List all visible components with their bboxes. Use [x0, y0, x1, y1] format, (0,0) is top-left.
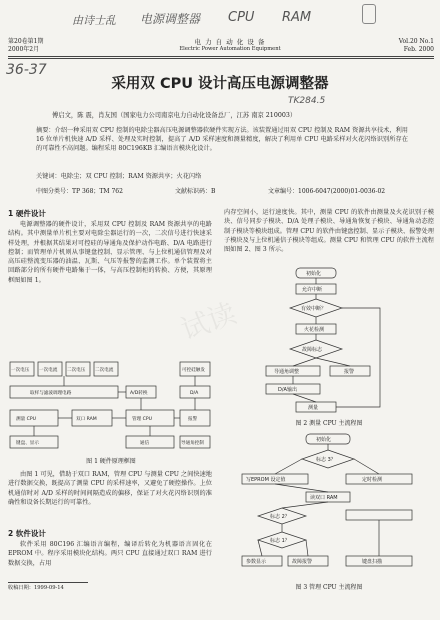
fig1-label: 导通角控制 — [181, 441, 204, 446]
manage-cpu-flowchart — [236, 432, 426, 582]
handwritten-note: TK284.5 — [288, 96, 326, 106]
clc-number: 中图分类号：TP 368；TM 762 — [36, 188, 123, 195]
fig1-label: 测量 CPU — [16, 417, 36, 422]
fig1-label: 管理 CPU — [132, 417, 152, 422]
handwritten-note: 由诗士乱 — [72, 14, 116, 27]
doc-code: 文献标识码：B — [175, 188, 216, 195]
received-date: 收稿日期：1999-09-14 — [8, 585, 64, 591]
flow-label: 标志 3？ — [316, 457, 336, 463]
article-authors: 傅启文，陈 震，肖友国（国家电力公司南京电力自动化设备总厂，江苏 南京 210003） — [52, 112, 297, 119]
watermark: 试读 — [176, 296, 241, 347]
flow-label: D/A输出 — [278, 387, 297, 393]
fig1-label: 取样与滤波调理电路 — [30, 391, 72, 396]
flow-label: 报警 — [344, 369, 355, 375]
fig1-label: 一次电压 — [11, 368, 30, 373]
body-paragraph: 内存空间小，运行速度快。其中，测量 CPU 的软件由测量及火花识别子模块、信号同步子模块、D/A 处理子模块、导通角恢复子模块、导通角动态控制子模块等模块组成。管理 CPU 的软件由键盘控制、显示子模块、报警处理子模块及与上位机通信子模块等组成。测量 CPU 和管理 CPU 的软件主流程图如图 2、图 3 所示。 — [224, 209, 434, 254]
body-paragraph: 软件采用 80C196 汇编语言编程，编译后转化为机器语言固化在 EPROM 中。程序采用模块化结构。两只 CPU 直接通过双口 RAM 进行数据交换，占用 — [8, 541, 212, 567]
hardware-block-diagram — [8, 358, 214, 456]
article-title: 采用双 CPU 设计高压电源调整器 — [111, 76, 329, 92]
flow-label: 读双口 RAM — [310, 495, 338, 501]
handwritten-note: RAM — [282, 10, 312, 25]
flow-label: 定时检测 — [362, 477, 383, 483]
flow-label: 标志 2？ — [270, 514, 290, 520]
flow-label: 初始化 — [316, 437, 332, 443]
flow-label: 火花检测 — [304, 327, 325, 333]
fig1-label: 可控硅触发 — [182, 368, 205, 373]
fig1-label: 二次电压 — [67, 368, 86, 373]
journal-name-en: Electric Power Automation Equipment — [179, 46, 281, 52]
volume-label: 第20卷第1期 2000年2月 — [8, 38, 44, 53]
figure-caption: 图 2 测量 CPU 主流程图 — [295, 420, 363, 427]
flow-label: 测量 — [308, 405, 319, 411]
flow-label: 键盘扫描 — [362, 559, 383, 565]
handwritten-note: 电源调整器 — [140, 12, 201, 26]
volume-label-en: Vol.20 No.1 Feb. 2000 — [398, 38, 434, 53]
fig1-label: 一次电流 — [39, 368, 58, 373]
article-keywords: 关键词：电除尘；双 CPU 控制；RAM 资源共享；火花闪络 — [36, 173, 202, 180]
flow-label: 故障报警 — [292, 559, 313, 565]
fig1-label: 通信 — [140, 441, 150, 446]
flow-label: 参数显示 — [246, 559, 267, 565]
flow-label: 故障标志 — [302, 347, 323, 353]
fig1-label: 二次电流 — [95, 368, 114, 373]
flow-label: 有效中断？ — [301, 306, 327, 312]
body-paragraph: 由图 1 可见，借助于双口 RAM，管理 CPU 与测量 CPU 之间快速地进行数据交换，既提高了测量 CPU 的采样速率，又避免了硬控操作。上位机通信时对 A/D 采样的时间间隔造成的偏移，保证了对火花闪络识别的准确性和设备长期运行的可靠性。 — [8, 471, 212, 506]
article-number: 文章编号：1006-6047(2000)01-0036-02 — [268, 188, 386, 195]
section-heading: 1 硬件设计 — [8, 209, 46, 218]
article-abstract: 摘要：介绍一种采用双 CPU 控制的电除尘器高压电源调整器软硬件实现方法。该装置通过用双 CPU 控制及 RAM 资源共享技术，利用 16 位单片机快速 A/D 采样、处理及实时控制，提高了 A/D 采样速度和测量精度，解决了利用单 CPU 电路采样对火花闪络识别所存在的可靠性不高问题。编程采用 80C196KB 汇编语言模块化设计。 — [36, 127, 408, 152]
flow-label: 写EPROM 设定值 — [246, 477, 286, 483]
flow-label: 初始化 — [306, 271, 322, 277]
flow-label: 允许中断 — [302, 287, 323, 293]
fig1-label: 键盘、显示 — [16, 441, 39, 446]
handwritten-note: 36-37 — [6, 62, 47, 78]
flow-label: 导通角调整 — [274, 369, 300, 375]
measure-cpu-flowchart — [262, 266, 392, 416]
figure-caption: 图 3 管理 CPU 主流程图 — [295, 584, 363, 591]
fig1-label: D/A — [190, 391, 199, 396]
paper-clip-icon — [362, 4, 376, 24]
body-paragraph: 电源调整器的硬件设计，采用双 CPU 控制及 RAM 资源共享的电路结构。其中测量单片机主要对电除尘器运行的一次，二次信号进行快速采样处理，并根据其结果对可控硅的导通角及保护动作电路、D/A 电路进行控制；而管理单片机则从事键盘控制、显示管理、与上位机通信管理及对高压硅整流变压器的油温、瓦斯、气压等报警的监测工作。单个装置将主回路部分的所有硬件电路集于一体，与高压控制柜的转换、方便，其原理框图如图 1。 — [8, 221, 212, 284]
figure-caption: 图 1 硬件原理框图 — [86, 458, 136, 465]
fig1-label: 双口 RAM — [76, 417, 97, 422]
section-heading: 2 软件设计 — [8, 529, 46, 538]
fig1-label: 报警 — [188, 417, 198, 422]
journal-name: 电 力 自 动 化 设 备 — [194, 38, 266, 46]
handwritten-note: CPU — [228, 10, 255, 25]
fig1-label: A/D转换 — [130, 391, 148, 396]
flow-label: 标志 1？ — [270, 538, 290, 544]
